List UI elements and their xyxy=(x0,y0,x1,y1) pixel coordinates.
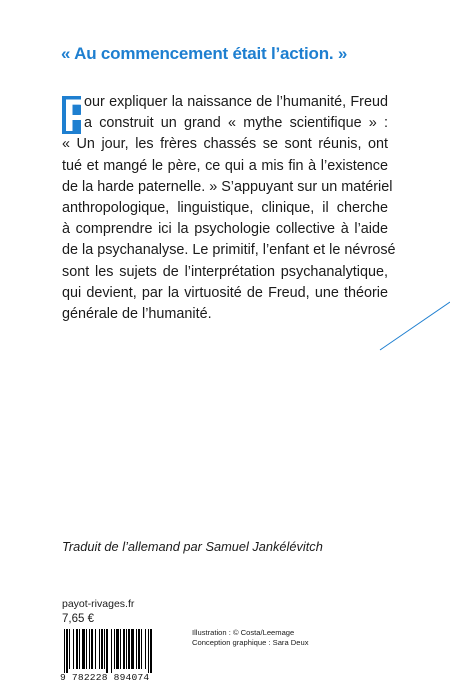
barcode-bar xyxy=(148,629,149,673)
barcode-bar xyxy=(89,629,90,669)
blurb-line: « Un jour, les frères chassés se sont réunis, ont xyxy=(62,136,388,153)
barcode-bar xyxy=(136,629,137,669)
blurb-line: sont les sujets de l’interprétation psychanalytique, xyxy=(62,263,388,280)
blurb-line: à comprendre ici la psychologie collective à l’aide xyxy=(62,221,388,238)
barcode-bar xyxy=(86,629,87,669)
barcode-bar xyxy=(150,629,152,673)
barcode-bar xyxy=(111,629,112,673)
barcode-bar xyxy=(76,629,78,669)
isbn-number: 9 782228 894074 xyxy=(60,672,150,683)
credits-block xyxy=(192,628,309,648)
publisher-website: payot-rivages.fr xyxy=(62,598,135,610)
barcode-bar xyxy=(73,629,74,669)
barcode-bar xyxy=(101,629,103,669)
barcode-bar xyxy=(99,629,100,669)
barcode-bar xyxy=(82,629,85,669)
cover-quote: « Au commencement était l’action. » xyxy=(61,44,348,63)
barcode-bar xyxy=(120,629,121,669)
barcode-bar xyxy=(106,629,108,673)
illustration-credit: Illustration : © Costa/Leemage xyxy=(192,628,295,637)
drop-cap-letter: P xyxy=(63,90,94,141)
barcode-bar xyxy=(123,629,125,669)
blurb-line: qui devient, par la virtuosité de Freud, une théorie xyxy=(62,284,388,301)
barcode-bar xyxy=(69,629,70,669)
barcode-bar xyxy=(141,629,142,669)
barcode-bar xyxy=(104,629,105,669)
blurb-line: tué et mangé le père, ce qui a mis fin à l’existence xyxy=(62,157,388,174)
blurb-line: a construit un grand « mythe scientifique » : xyxy=(84,115,388,132)
price-label: 7,65 € xyxy=(62,613,94,625)
translator-credit: Traduit de l’allemand par Samuel Jankélévitch xyxy=(62,539,323,554)
barcode-bar xyxy=(116,629,119,669)
barcode-bar xyxy=(95,629,96,669)
blurb-line: de la harde paternelle. » S’appuyant sur un matériel xyxy=(62,178,393,195)
isbn-barcode xyxy=(62,629,184,673)
barcode-bar xyxy=(128,629,130,669)
barcode-bar xyxy=(91,629,93,669)
barcode-bar xyxy=(138,629,140,669)
barcode-bar xyxy=(126,629,127,669)
blurb-line: anthropologique, linguistique, clinique, il cherche xyxy=(62,200,388,217)
blurb-line: our expliquer la naissance de l’humanité, Freud xyxy=(84,94,388,110)
blurb-line: générale de l’humanité. xyxy=(62,306,212,323)
barcode-bar xyxy=(114,629,115,669)
barcode-bar xyxy=(64,629,65,673)
blurb-line: de la psychanalyse. Le primitif, l’enfant et le névrosé xyxy=(62,242,396,259)
barcode-bar xyxy=(79,629,80,669)
design-credit: Conception graphique : Sara Deux xyxy=(192,638,309,647)
barcode-bar xyxy=(145,629,146,669)
barcode-bar xyxy=(131,629,134,669)
barcode-bar xyxy=(66,629,68,673)
